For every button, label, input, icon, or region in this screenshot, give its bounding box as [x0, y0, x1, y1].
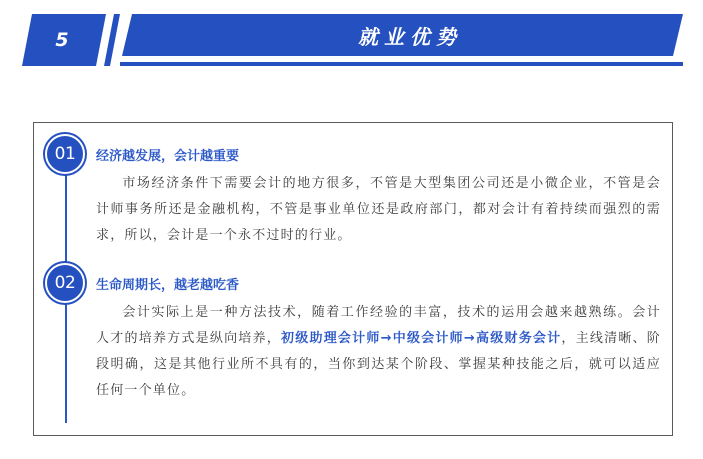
banner-separator	[104, 14, 120, 66]
section-badge-02: 02	[45, 263, 85, 303]
section-heading-economy: 经济越发展，会计越重要	[96, 149, 240, 164]
career-path-highlight: 初级助理会计师→中级会计师→高级财务会计	[281, 331, 562, 346]
section-title: 就业优势	[358, 24, 462, 49]
body-text-after: ，主线清晰、阶段明确，这是其他行业所不具有的，当你到达某个阶段、掌握某种技能之后，就可以适应任何一个单位。	[96, 331, 661, 398]
banner-underline	[120, 62, 683, 66]
section-heading-lifecycle: 生命周期长，越老越吃香	[96, 278, 240, 293]
section-body-economy	[96, 171, 661, 249]
section-badge-01: 01	[45, 134, 85, 174]
section-body-lifecycle	[96, 300, 661, 404]
section-number: 5	[55, 29, 69, 51]
body-text: 市场经济条件下需要会计的地方很多，不管是大型集团公司还是小微企业，不管是会计师事务所还是金融机构，不管是事业单位还是政府部门，都对会计有着持续而强烈的需求，所以，会计是一个永不过时的行业。	[96, 176, 661, 243]
body-text-before: 会计实际上是一种方法技术，随着工作经验的丰富，技术的运用会越来越熟练。会计人才的培养方式是纵向培养，	[96, 305, 661, 346]
header-banner	[0, 0, 703, 80]
